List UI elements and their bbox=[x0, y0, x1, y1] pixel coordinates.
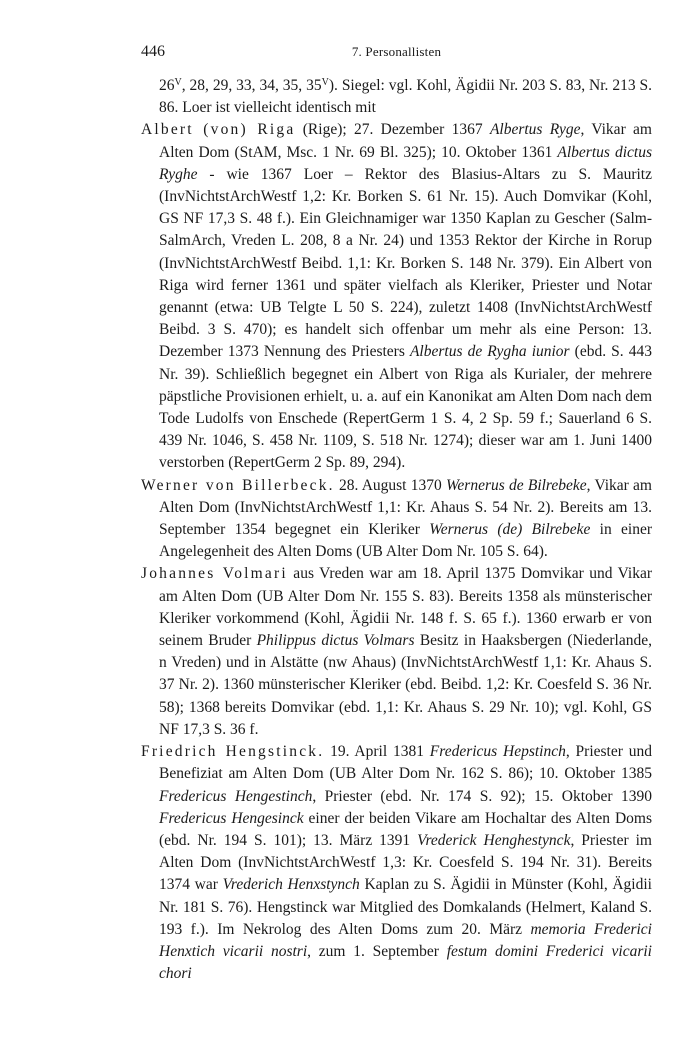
entry-text: - wie 1367 Loer – Rektor des Blasius-Altars zu S. Mauritz (InvNichtstArchWestf 1,2: Kr. Borken S. 61 Nr. 15). Auch Domvikar (Kohl, GS NF 17,3 S. 48 f.). Ein Gleichnamiger war 1350 Kaplan zu Gescher (Salm-SalmArch, Vreden L. 208, 8 a Nr. 24) und 1353 Rektor der Kirche in Rorup (InvNichtstArchWestf Beibd. 1,1: Kr. Borken S. 148 Nr. 379). Ein Albert von Riga wird ferner 1361 und später vielfach als Kleriker, Priester und Notar genannt (etwa: UB Telgte L 50 S. 224), zuletzt 1408 (InvNichtstArchWestf Beibd. 3 S. 470); es handelt sich offenbar um mehr als eine Person: 13. Dezember 1373 Nennung des Priesters bbox=[159, 165, 652, 361]
entry-text: aus Vreden war am 18. April 1375 Domvikar und Vikar am Alten Dom (UB Alter Dom Nr. 155 S. 83). Bereits 1358 als münsterischer Kleriker vorkommend (Kohl, Ägidii Nr. 148 f. S. 65 f.). 1360 erwarb er von seinem Bruder bbox=[159, 565, 652, 650]
entry-text: Kaplan zu S. Ägidii in Münster (Kohl, Ägidii Nr. 181 S. 76). Hengstinck war Mitglied des Domkalands (Helmert, Kaland S. 193 f.). Im Nekrolog des Alten Doms zum 20. März bbox=[159, 876, 652, 938]
entry-name: Albert (von) Riga bbox=[141, 121, 296, 139]
entry-text: , Priester (ebd. Nr. 174 S. 92); 15. Oktober 1390 bbox=[312, 787, 652, 805]
entry-text: 28. August 1370 bbox=[334, 476, 446, 494]
entry-text: , Vikar am Alten Dom (StAM, Msc. 1 Nr. 69 Bl. 325); 10. Oktober 1361 bbox=[159, 121, 652, 161]
entry-name: Werner von Billerbeck. bbox=[141, 476, 335, 494]
entry-name: Johannes Volmari bbox=[141, 565, 288, 583]
entry-text: , 28, 29, 33, 34, 35, 35 bbox=[181, 77, 322, 94]
source-quote: Fredericus Hengesinck bbox=[159, 809, 304, 827]
entry-text: (ebd. S. 443 Nr. 39). Schließlich begegnet ein Albert von Riga als Kurialer, der mehrere päpstliche Provisionen erhielt, u. a. auf ein Kanonikat am Alten Dom nach dem Tode Ludolfs von Enschede (RepertGerm 1 S. 4, 2 Sp. 59 f.; Sauerland 6 S. 439 Nr. 1046, S. 458 Nr. 1109, S. 518 Nr. 1274); dieser war am 1. Juni 1400 verstorben (RepertGerm 2 Sp. 89, 294). bbox=[159, 343, 653, 472]
source-quote: Albertus dictus Ryghe bbox=[159, 143, 652, 183]
entry-text: in einer Angelegenheit des Alten Doms (UB Alter Dom Nr. 105 S. 64). bbox=[159, 521, 652, 561]
source-quote: Fredericus Hepstinch bbox=[429, 743, 566, 761]
source-quote: Albertus de Rygha iunior bbox=[409, 343, 570, 361]
continued-paragraph bbox=[141, 75, 652, 119]
entry-text: einer der beiden Vikare am Hochaltar des Alten Doms (ebd. Nr. 194 S. 101); 13. März 1391 bbox=[159, 809, 652, 849]
source-quote: Philippus dictus Volmars bbox=[256, 632, 415, 650]
entry-text: 19. April 1381 bbox=[324, 743, 430, 761]
entry-text: , zum 1. September bbox=[307, 942, 447, 960]
source-quote: Albertus Ryge bbox=[489, 121, 581, 139]
entry-text: , Priester und Benefiziat am Alten Dom (UB Alter Dom Nr. 162 S. 86); 10. Oktober 1385 bbox=[159, 743, 652, 783]
page-number: 446 bbox=[141, 43, 165, 60]
source-quote: Fredericus Hengestinch bbox=[159, 787, 313, 805]
source-quote: festum domini Frederici vicarii chori bbox=[159, 942, 652, 983]
source-quote: Wernerus de Bilrebeke bbox=[445, 476, 587, 494]
source-quote: memoria Frederici Henxtich vicarii nostri bbox=[159, 920, 652, 960]
source-quote: Vrederick Henghestynck bbox=[417, 831, 571, 849]
entry-text: , Vikar am Alten Dom (InvNichtstArchWestf 1,1: Kr. Ahaus S. 54 Nr. 2). Bereits am 13. September 1354 begegnet ein Kleriker bbox=[159, 476, 652, 539]
person-entry bbox=[141, 119, 652, 474]
person-entry bbox=[141, 741, 652, 985]
person-entry bbox=[141, 475, 652, 564]
entry-text: Besitz in Haaksbergen (Niederlande, n Vreden) und in Alstätte (nw Ahaus) (InvNichtstArchWestf 1,1: Kr. Ahaus S. 37 Nr. 2). 1360 münsterischer Kleriker (ebd. Beibd. 1,2: Kr. Coesfeld S. 36 Nr. 58); 1368 bereits Domvikar (ebd. 1,1: Kr. Ahaus S. 29 Nr. 10); vgl. Kohl, GS NF 17,3 S. 36 f. bbox=[159, 632, 652, 738]
entry-text: 26 bbox=[159, 77, 175, 94]
running-head bbox=[141, 43, 652, 63]
entry-text: ). Siegel: vgl. Kohl, Ägidii Nr. 203 S. 83, Nr. 213 S. 86. Loer ist vielleicht identisch mit bbox=[159, 77, 653, 117]
chapter-title: 7. Personallisten bbox=[351, 44, 442, 59]
superscript: V bbox=[174, 77, 182, 88]
source-quote: Wernerus (de) Bilrebeke bbox=[429, 521, 591, 539]
body-text bbox=[141, 75, 652, 985]
entry-text: (Rige); 27. Dezember 1367 bbox=[295, 121, 490, 139]
entry-text: , Priester im Alten Dom (InvNichtstArchWestf 1,3: Kr. Coesfeld S. 194 Nr. 31). Bereits 1374 war bbox=[159, 831, 652, 894]
source-quote: Vrederich Henxstynch bbox=[222, 876, 360, 894]
person-entry bbox=[141, 563, 652, 741]
superscript: V bbox=[321, 77, 329, 88]
entry-name: Friedrich Hengstinck. bbox=[141, 743, 325, 761]
